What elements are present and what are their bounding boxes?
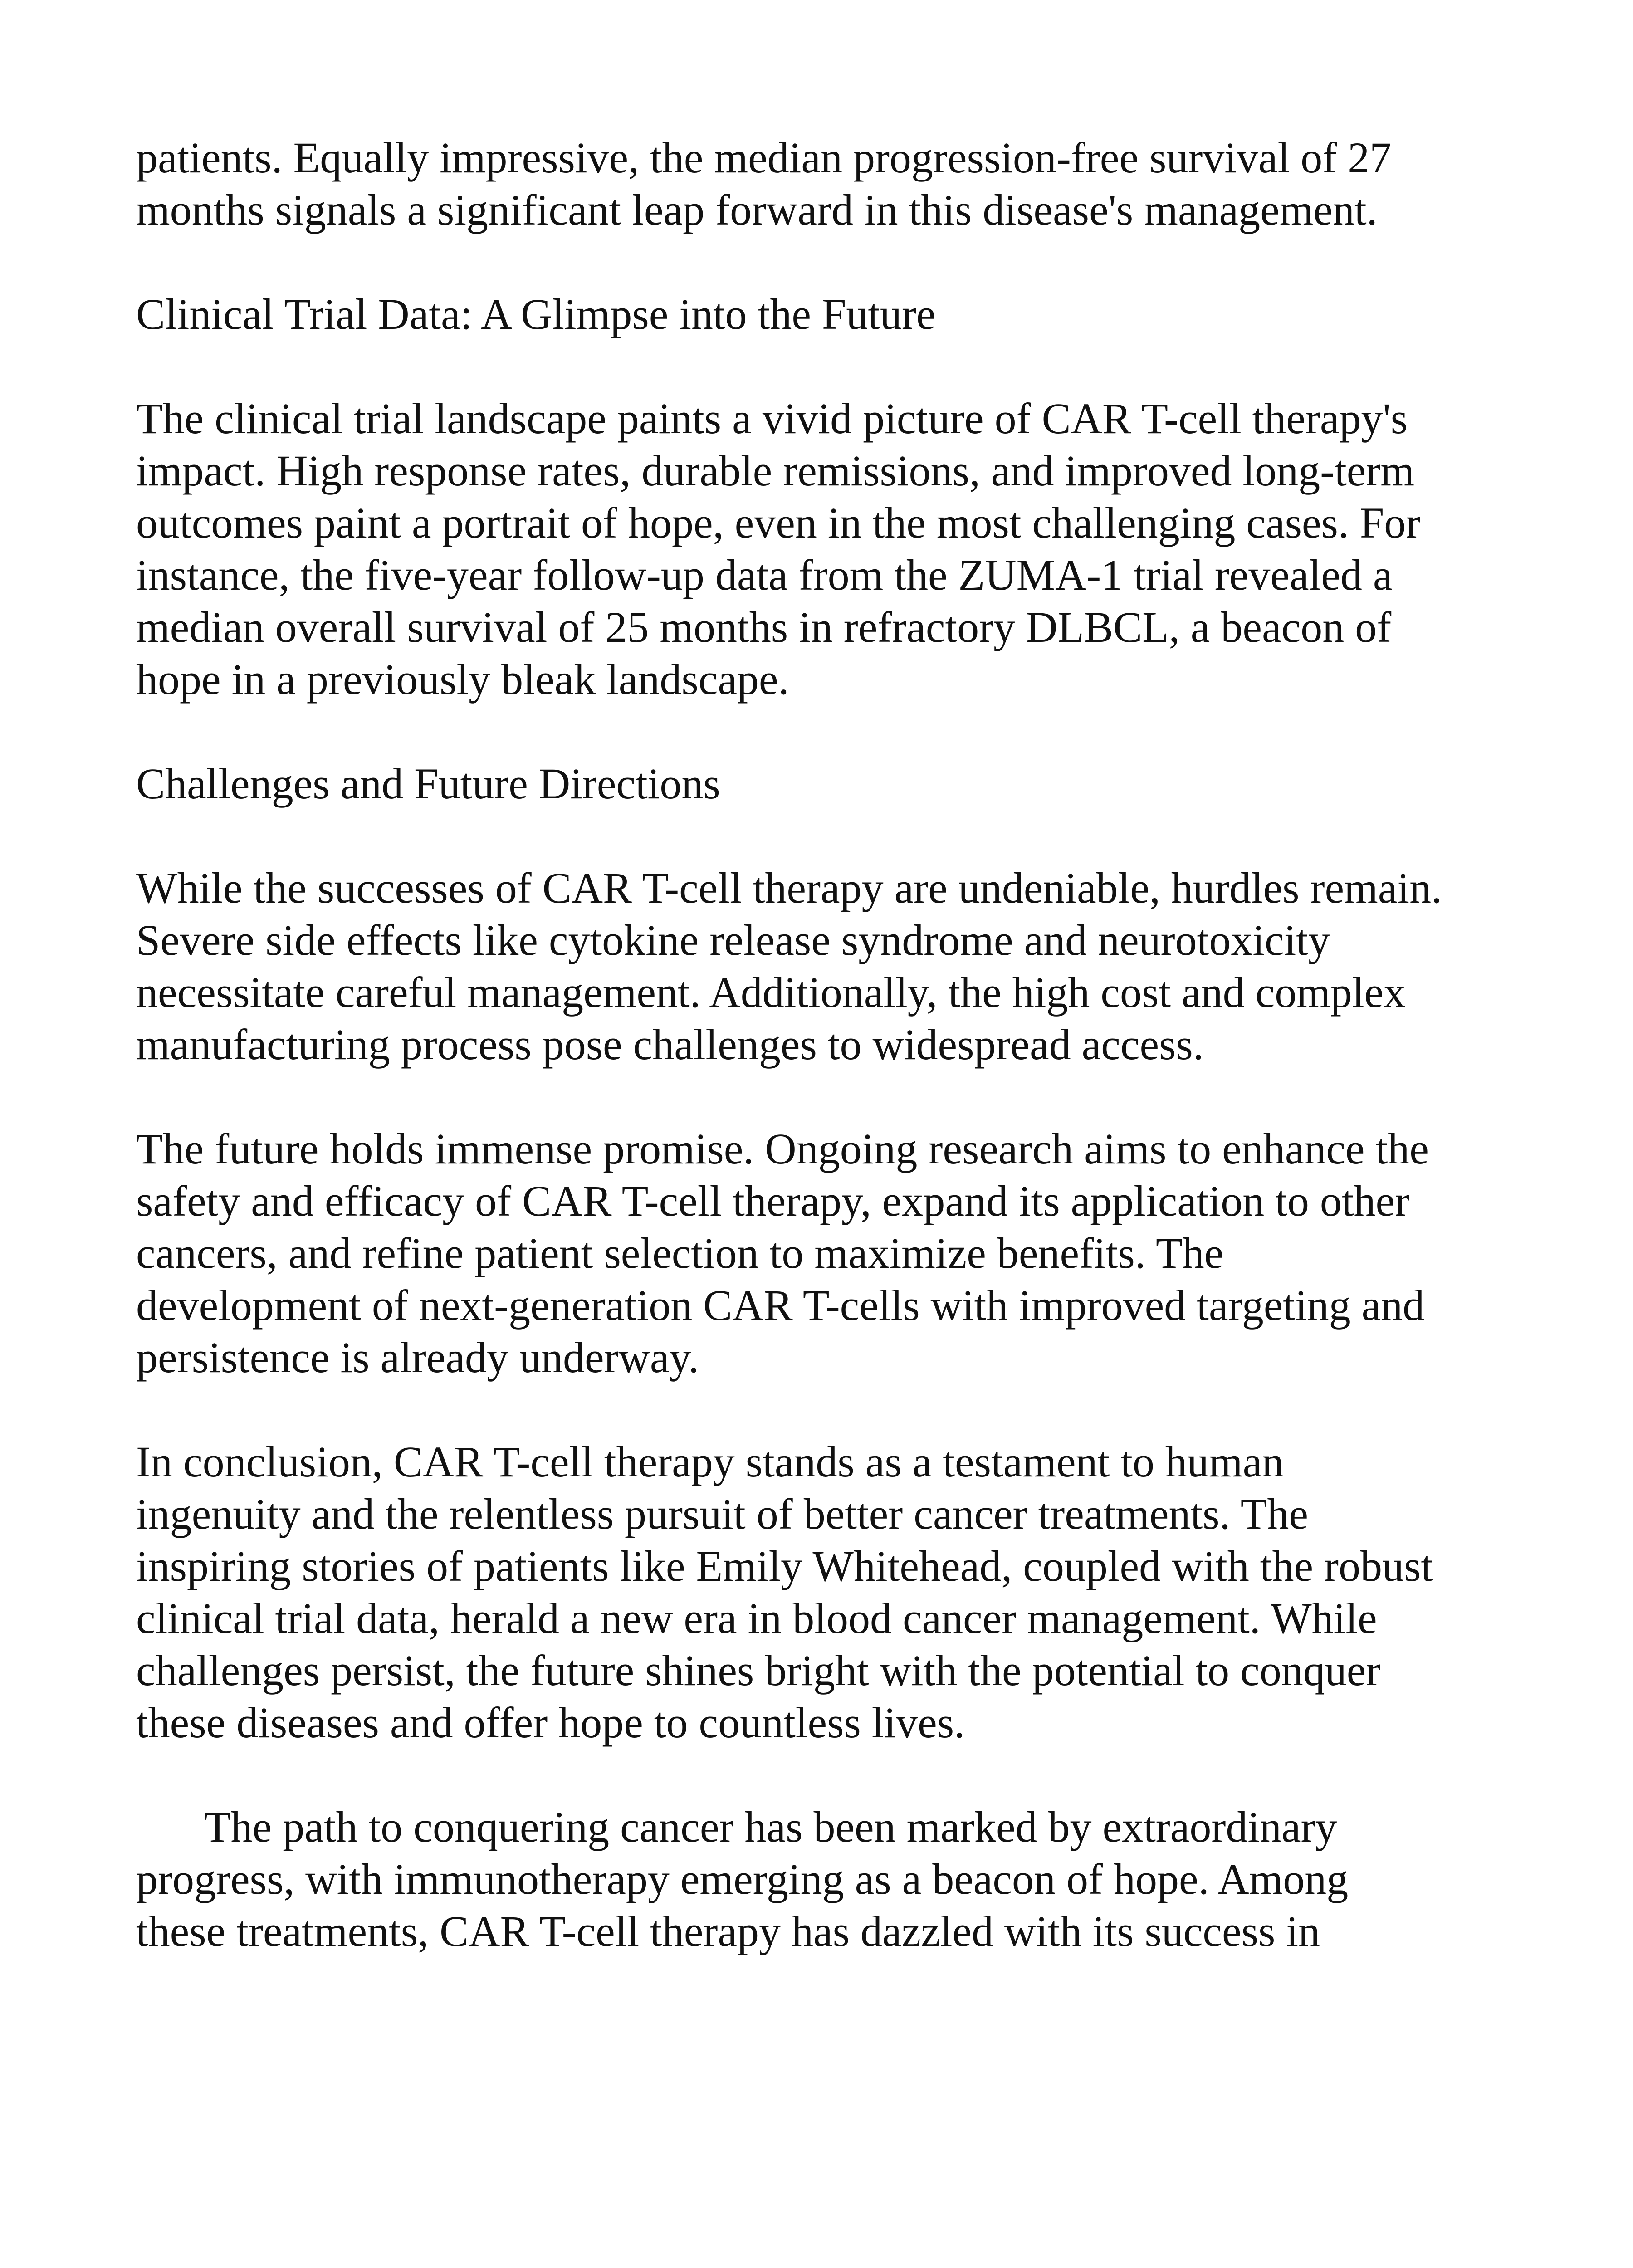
paragraph-clinical-trial-landscape: The clinical trial landscape paints a vivid picture of CAR T-cell therapy's impact. High response rates, durable remissions, and improved long-term outcomes paint a portrait of hope, even in the most challenging cases. For instance, the five-year follow-up data from the ZUMA-1 trial revealed a median overall survival of 25 months in refractory DLBCL, a beacon of hope in a previously bleak landscape. (136, 394, 1421, 704)
section-heading-challenges: Challenges and Future Directions (136, 759, 720, 808)
page-body (136, 132, 1442, 1957)
paragraph-continuation: patients. Equally impressive, the median progression-free survival of 27 months signals a significant leap forward in this disease's management. (136, 133, 1392, 234)
paragraph-path-to-conquering: The path to conquering cancer has been marked by extraordinary progress, with immunotherapy emerging as a beacon of hope. Among these treatments, CAR T-cell therapy has dazzled with its success in (136, 1803, 1349, 1955)
paragraph-challenges: While the successes of CAR T-cell therapy are undeniable, hurdles remain. Severe side effects like cytokine release syndrome and neurotoxicity necessitate careful management. Additionally, the high cost and complex manufacturing process pose challenges to widespread access. (136, 864, 1442, 1069)
paragraph-future-promise: The future holds immense promise. Ongoing research aims to enhance the safety and efficacy of CAR T-cell therapy, expand its application to other cancers, and refine patient selection to maximize benefits. The development of next-generation CAR T-cells with improved targeting and persistence is already underway. (136, 1124, 1429, 1382)
paragraph-conclusion: In conclusion, CAR T-cell therapy stands as a testament to human ingenuity and the relentless pursuit of better cancer treatments. The inspiring stories of patients like Emily Whitehead, coupled with the robust clinical trial data, herald a new era in blood cancer management. While challenges persist, the future shines bright with the potential to conquer these diseases and offer hope to countless lives. (136, 1437, 1433, 1747)
section-heading-clinical-trial-data: Clinical Trial Data: A Glimpse into the Future (136, 290, 936, 338)
